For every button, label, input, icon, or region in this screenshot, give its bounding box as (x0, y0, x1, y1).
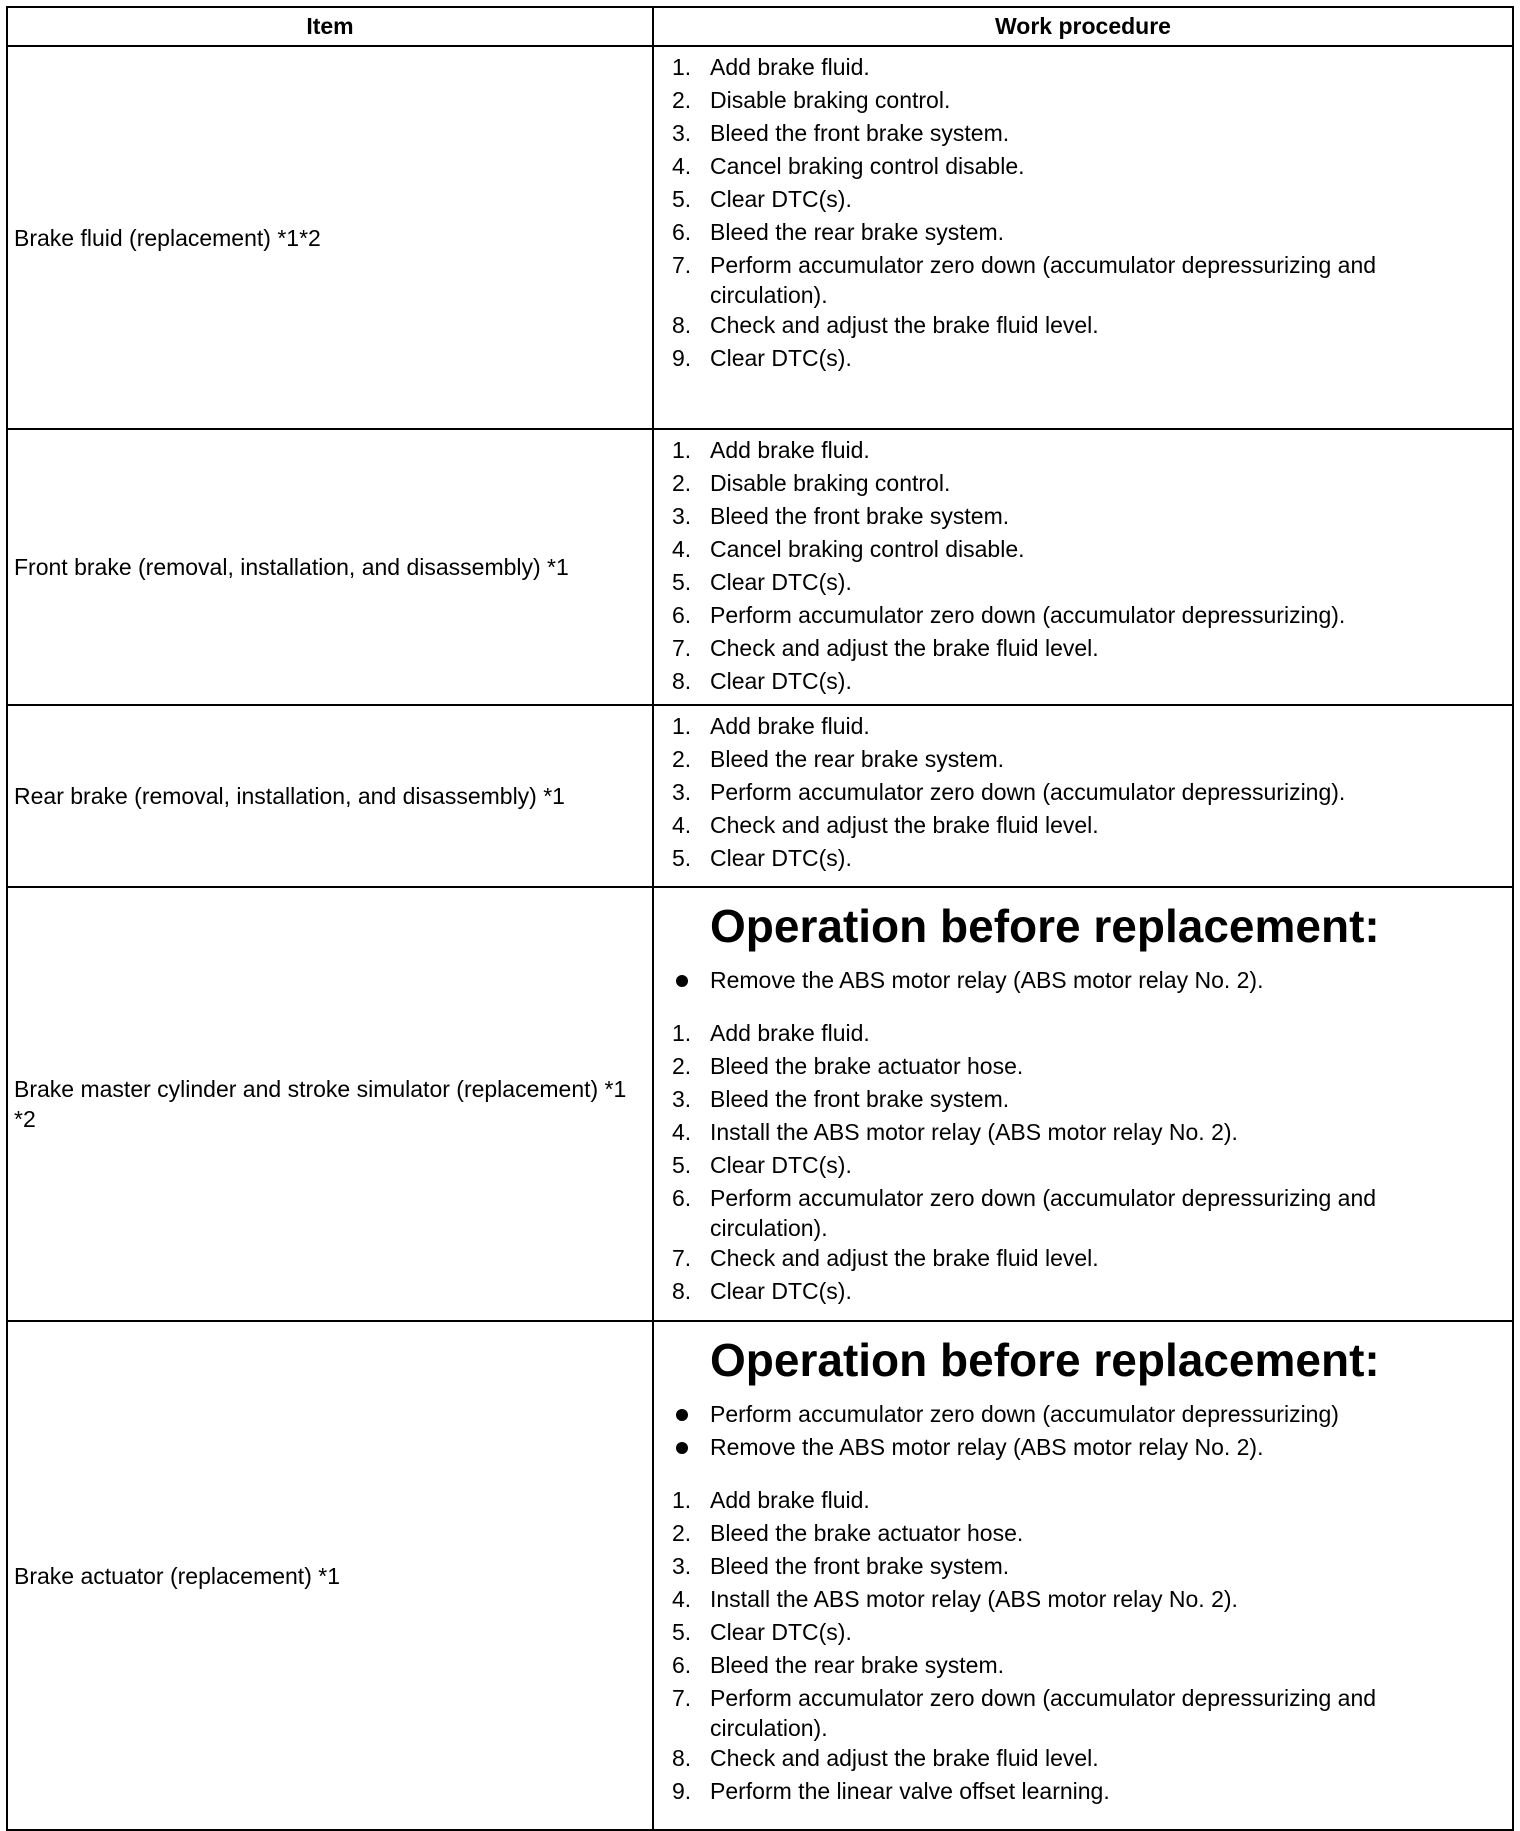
procedure-step (654, 501, 1512, 534)
step-number: 1. (672, 54, 692, 80)
step-text: Install the ABS motor relay (ABS motor relay No. 2). (710, 1586, 1238, 1612)
bullet-text: Remove the ABS motor relay (ABS motor relay No. 2). (710, 1434, 1264, 1460)
work-procedure-table (6, 6, 1514, 1831)
procedure-step (654, 633, 1512, 666)
work-procedure-cell (653, 1321, 1513, 1830)
step-text: Bleed the front brake system. (710, 120, 1010, 146)
step-text: Perform accumulator zero down (accumulator depressurizing and circulation). (710, 252, 1377, 308)
work-procedure-cell (653, 46, 1513, 429)
step-number: 5. (672, 845, 692, 871)
step-text: Check and adjust the brake fluid level. (710, 635, 1099, 661)
table-row (7, 705, 1513, 887)
step-text: Check and adjust the brake fluid level. (710, 1245, 1099, 1271)
procedure-step (654, 1051, 1512, 1084)
step-text: Perform accumulator zero down (accumulator depressurizing and circulation). (710, 1685, 1377, 1741)
bullet-item (654, 1399, 1512, 1432)
procedure-step (654, 1485, 1512, 1518)
procedure-step (654, 1776, 1512, 1809)
bullet-dot-icon (676, 1409, 688, 1421)
item-cell: Rear brake (removal, installation, and disassembly) *1 (7, 705, 653, 887)
step-text: Cancel braking control disable. (710, 153, 1025, 179)
step-number: 9. (672, 345, 692, 371)
procedure-step (654, 744, 1512, 777)
step-text: Check and adjust the brake fluid level. (710, 1745, 1099, 1771)
work-procedure-cell (653, 887, 1513, 1321)
step-number: 2. (672, 470, 692, 496)
step-text: Cancel braking control disable. (710, 536, 1025, 562)
step-number: 1. (672, 713, 692, 739)
operation-before-replacement-heading: Operation before replacement: (710, 1334, 1380, 1386)
step-number: 3. (672, 1553, 692, 1579)
procedure-step (654, 777, 1512, 810)
procedure-step (654, 468, 1512, 501)
bullet-text: Perform accumulator zero down (accumulator depressurizing) (710, 1401, 1339, 1427)
item-cell: Brake actuator (replacement) *1 (7, 1321, 653, 1830)
procedure-step (654, 1551, 1512, 1584)
step-number: 1. (672, 1487, 692, 1513)
step-text: Clear DTC(s). (710, 1619, 852, 1645)
step-text: Clear DTC(s). (710, 668, 852, 694)
table-row (7, 887, 1513, 1321)
bullet-dot-icon (676, 975, 688, 987)
step-number: 6. (672, 602, 692, 628)
step-number: 8. (672, 668, 692, 694)
item-cell: Brake master cylinder and stroke simulator (replacement) *1 *2 (7, 887, 653, 1321)
step-number: 2. (672, 1520, 692, 1546)
procedure-step (654, 1117, 1512, 1150)
step-number: 3. (672, 120, 692, 146)
procedure-step (654, 1683, 1512, 1743)
procedure-step (654, 85, 1512, 118)
step-text: Bleed the brake actuator hose. (710, 1053, 1024, 1079)
step-number: 6. (672, 1185, 692, 1211)
step-text: Bleed the rear brake system. (710, 746, 1005, 772)
step-text: Disable braking control. (710, 87, 951, 113)
step-text: Perform the linear valve offset learning. (710, 1778, 1110, 1804)
step-number: 4. (672, 536, 692, 562)
step-text: Perform accumulator zero down (accumulator depressurizing and circulation). (710, 1185, 1377, 1241)
procedure-step (654, 711, 1512, 744)
step-text: Add brake fluid. (710, 437, 870, 463)
step-text: Add brake fluid. (710, 713, 870, 739)
procedure-step-list (654, 52, 1512, 376)
step-number: 5. (672, 186, 692, 212)
item-cell: Front brake (removal, installation, and disassembly) *1 (7, 429, 653, 705)
procedure-step (654, 567, 1512, 600)
procedure-step (654, 217, 1512, 250)
work-procedure-column-header: Work procedure (653, 7, 1513, 46)
step-number: 3. (672, 779, 692, 805)
procedure-step (654, 1584, 1512, 1617)
step-text: Bleed the front brake system. (710, 503, 1010, 529)
step-number: 5. (672, 569, 692, 595)
step-number: 1. (672, 1020, 692, 1046)
step-number: 7. (672, 252, 692, 278)
procedure-step (654, 534, 1512, 567)
procedure-step (654, 1276, 1512, 1309)
procedure-step (654, 1743, 1512, 1776)
procedure-step (654, 343, 1512, 376)
procedure-step (654, 843, 1512, 876)
procedure-step (654, 1018, 1512, 1051)
step-number: 7. (672, 635, 692, 661)
procedure-step-list (654, 711, 1512, 876)
step-number: 1. (672, 437, 692, 463)
procedure-step (654, 184, 1512, 217)
step-number: 9. (672, 1778, 692, 1804)
step-number: 2. (672, 746, 692, 772)
procedure-step (654, 666, 1512, 699)
step-text: Perform accumulator zero down (accumulator depressurizing). (710, 602, 1346, 628)
procedure-step (654, 118, 1512, 151)
procedure-step-list (654, 1018, 1512, 1309)
header-row (7, 7, 1513, 46)
procedure-step (654, 1243, 1512, 1276)
procedure-step-list (654, 435, 1512, 699)
step-text: Clear DTC(s). (710, 845, 852, 871)
step-text: Check and adjust the brake fluid level. (710, 812, 1099, 838)
step-text: Add brake fluid. (710, 54, 870, 80)
step-number: 8. (672, 1745, 692, 1771)
step-text: Disable braking control. (710, 470, 951, 496)
step-text: Bleed the brake actuator hose. (710, 1520, 1024, 1546)
procedure-step (654, 1650, 1512, 1683)
step-text: Add brake fluid. (710, 1487, 870, 1513)
step-number: 8. (672, 1278, 692, 1304)
step-number: 4. (672, 812, 692, 838)
procedure-step (654, 310, 1512, 343)
step-text: Bleed the rear brake system. (710, 1652, 1005, 1678)
procedure-step (654, 1617, 1512, 1650)
procedure-step (654, 600, 1512, 633)
step-number: 7. (672, 1245, 692, 1271)
procedure-step (654, 435, 1512, 468)
step-number: 5. (672, 1152, 692, 1178)
step-number: 2. (672, 87, 692, 113)
procedure-step (654, 151, 1512, 184)
step-text: Check and adjust the brake fluid level. (710, 312, 1099, 338)
step-number: 3. (672, 503, 692, 529)
procedure-step (654, 250, 1512, 310)
step-number: 4. (672, 1586, 692, 1612)
bullet-dot-icon (676, 1442, 688, 1454)
step-text: Clear DTC(s). (710, 345, 852, 371)
step-text: Clear DTC(s). (710, 1278, 852, 1304)
procedure-step (654, 810, 1512, 843)
step-text: Bleed the front brake system. (710, 1553, 1010, 1579)
step-number: 6. (672, 1652, 692, 1678)
step-number: 6. (672, 219, 692, 245)
step-number: 3. (672, 1086, 692, 1112)
item-cell: Brake fluid (replacement) *1*2 (7, 46, 653, 429)
work-procedure-cell (653, 705, 1513, 887)
pre-operation-bullet-list (654, 1399, 1512, 1465)
step-number: 7. (672, 1685, 692, 1711)
bullet-text: Remove the ABS motor relay (ABS motor relay No. 2). (710, 967, 1264, 993)
step-text: Perform accumulator zero down (accumulator depressurizing). (710, 779, 1346, 805)
step-number: 8. (672, 312, 692, 338)
operation-before-replacement-heading: Operation before replacement: (710, 900, 1380, 952)
table-row (7, 429, 1513, 705)
step-text: Bleed the rear brake system. (710, 219, 1005, 245)
step-number: 2. (672, 1053, 692, 1079)
item-column-header: Item (7, 7, 653, 46)
step-text: Add brake fluid. (710, 1020, 870, 1046)
step-text: Clear DTC(s). (710, 1152, 852, 1178)
step-number: 5. (672, 1619, 692, 1645)
procedure-step (654, 52, 1512, 85)
step-text: Bleed the front brake system. (710, 1086, 1010, 1112)
procedure-step-list (654, 1485, 1512, 1809)
work-procedure-cell (653, 429, 1513, 705)
procedure-step (654, 1150, 1512, 1183)
step-text: Clear DTC(s). (710, 186, 852, 212)
bullet-item (654, 1432, 1512, 1465)
table-row (7, 46, 1513, 429)
step-text: Install the ABS motor relay (ABS motor relay No. 2). (710, 1119, 1238, 1145)
pre-operation-bullet-list (654, 965, 1512, 998)
table-row (7, 1321, 1513, 1830)
step-number: 4. (672, 153, 692, 179)
step-text: Clear DTC(s). (710, 569, 852, 595)
procedure-step (654, 1518, 1512, 1551)
step-number: 4. (672, 1119, 692, 1145)
bullet-item (654, 965, 1512, 998)
procedure-step (654, 1183, 1512, 1243)
procedure-step (654, 1084, 1512, 1117)
